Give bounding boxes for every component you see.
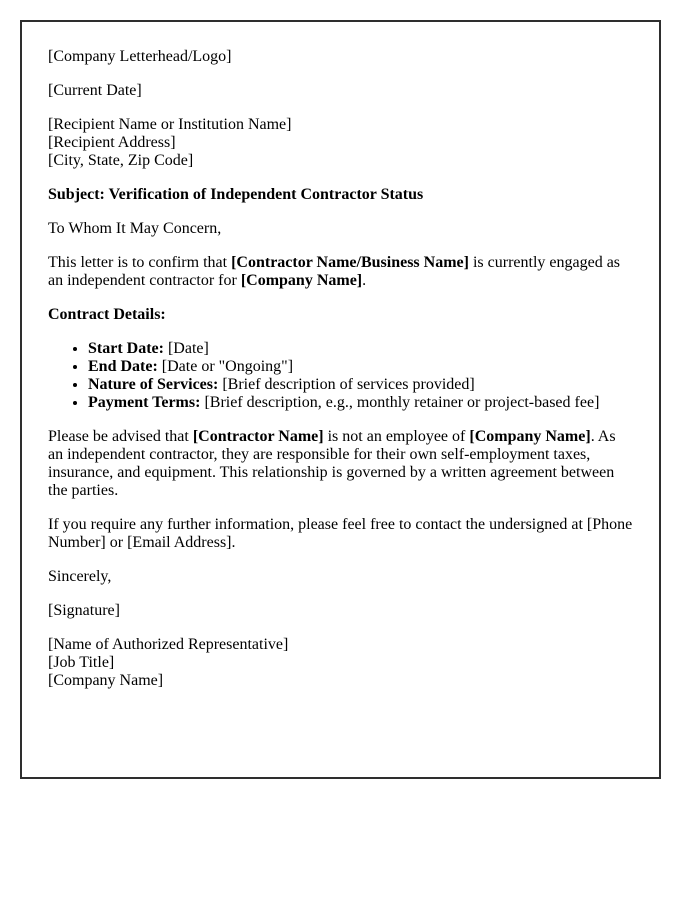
date-line: [Current Date] xyxy=(48,82,142,99)
contact-paragraph: If you require any further information, please feel free to contact the undersigned at [Phone Number] or [Email Address]. xyxy=(48,516,633,551)
contract-details-heading: Contract Details: xyxy=(48,306,166,323)
subject-line: Subject: Verification of Independent Contractor Status xyxy=(48,186,424,203)
recipient-block: [Recipient Name or Institution Name] [Recipient Address] [City, State, Zip Code] xyxy=(48,116,292,169)
closing: Sincerely, xyxy=(48,568,112,585)
signature-placeholder: [Signature] xyxy=(48,602,120,619)
signoff-block: [Name of Authorized Representative] [Job Title] [Company Name] xyxy=(48,636,289,689)
letter-page xyxy=(20,20,661,779)
intro-paragraph: This letter is to confirm that [Contractor Name/Business Name] is currently engaged as an independent contractor for [Company Name]. xyxy=(48,254,621,289)
list-item-payment-terms: • Payment Terms: [Brief description, e.g., monthly retainer or project-based fee] xyxy=(88,394,633,412)
list-item-end-date: • End Date: [Date or "Ongoing"] xyxy=(88,358,633,376)
advisory-paragraph: Please be advised that [Contractor Name] is not an employee of [Company Name]. As an independent contractor, they are responsible for their own self-employment taxes, insurance, and equipment. This relationship is governed by a written agreement between the parties. xyxy=(48,428,616,499)
contract-details-list xyxy=(48,340,633,412)
list-item-nature-of-services: • Nature of Services: [Brief description of services provided] xyxy=(88,376,633,394)
salutation: To Whom It May Concern, xyxy=(48,220,222,237)
list-item-start-date: • Start Date: [Date] xyxy=(88,340,633,358)
letterhead-placeholder: [Company Letterhead/Logo] xyxy=(48,48,232,65)
